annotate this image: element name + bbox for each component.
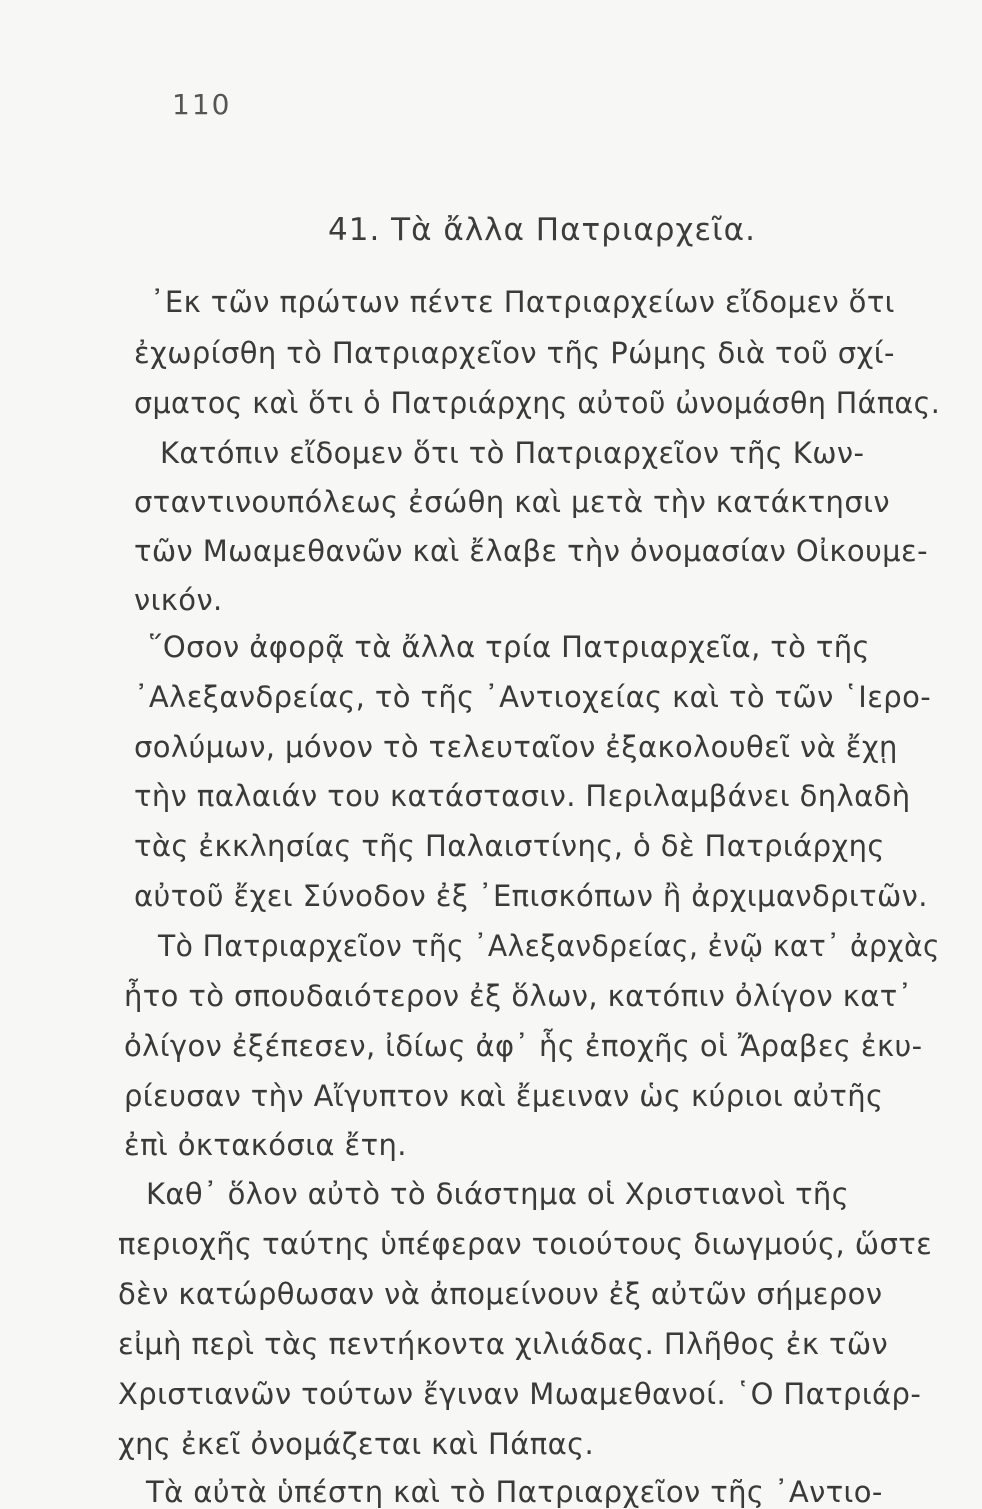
text-line: ὀλίγον ἐξέπεσεν, ἰδίως ἀφ᾿ ἧς ἐποχῆς οἱ Ἄραβες ἐκυ- bbox=[124, 1029, 923, 1063]
page-number: 110 bbox=[172, 88, 232, 121]
text-line: σταντινουπόλεως ἐσώθη καὶ μετὰ τὴν κατάκτησιν bbox=[134, 485, 890, 519]
text-line: περιοχῆς ταύτης ὑπέφεραν τοιούτους διωγμούς, ὥστε bbox=[118, 1227, 933, 1261]
text-line: τῶν Μωαμεθανῶν καὶ ἔλαβε τὴν ὀνομασίαν Οἰκουμε- bbox=[134, 534, 928, 568]
text-line: Τὸ Πατριαρχεῖον τῆς ᾿Αλεξανδρείας, ἐνῷ κατ᾿ ἀρχὰς bbox=[158, 929, 940, 963]
text-line: τὴν παλαιάν του κατάστασιν. Περιλαμβάνει δηλαδὴ bbox=[134, 779, 911, 813]
text-line: ἐχωρίσθη τὸ Πατριαρχεῖον τῆς Ρώμης διὰ τοῦ σχί- bbox=[134, 336, 895, 370]
text-line: Κατόπιν εἴδομεν ὅτι τὸ Πατριαρχεῖον τῆς Κων- bbox=[160, 436, 865, 470]
text-line: νικόν. bbox=[134, 583, 223, 617]
text-line: χης ἐκεῖ ὀνομάζεται καὶ Πάπας. bbox=[118, 1427, 595, 1461]
text-line: δὲν κατώρθωσαν νὰ ἀπομείνουν ἐξ αὐτῶν σήμερον bbox=[118, 1277, 883, 1311]
text-line: Χριστιανῶν τούτων ἔγιναν Μωαμεθανοί. ῾Ο Πατριάρ- bbox=[118, 1377, 922, 1411]
text-line: ῞Οσον ἀφορᾷ τὰ ἄλλα τρία Πατριαρχεῖα, τὸ τῆς bbox=[148, 630, 870, 664]
text-line: σολύμων, μόνον τὸ τελευταῖον ἐξακολουθεῖ νὰ ἔχῃ bbox=[134, 730, 898, 764]
text-line: ᾿Εκ τῶν πρώτων πέντε Πατριαρχείων εἴδομεν ὅτι bbox=[150, 285, 895, 319]
text-line: ᾿Αλεξανδρείας, τὸ τῆς ᾿Αντιοχείας καὶ τὸ τῶν ῾Ιερο- bbox=[134, 680, 932, 714]
text-line: ἦτο τὸ σπουδαιότερον ἐξ ὅλων, κατόπιν ὀλίγον κατ᾿ bbox=[124, 979, 913, 1013]
text-line: Καθ᾿ ὅλον αὐτὸ τὸ διάστημα οἱ Χριστιανοὶ τῆς bbox=[146, 1177, 850, 1211]
text-line: σματος καὶ ὅτι ὁ Πατριάρχης αὐτοῦ ὠνομάσθη Πάπας. bbox=[134, 386, 941, 420]
text-line: τὰς ἐκκλησίας τῆς Παλαιστίνης, ὁ δὲ Πατριάρχης bbox=[134, 829, 885, 863]
text-line: Τὰ αὐτὰ ὑπέστη καὶ τὸ Πατριαρχεῖον τῆς ᾿Αντιο- bbox=[146, 1475, 883, 1509]
text-line: ἐπὶ ὀκτακόσια ἔτη. bbox=[124, 1128, 407, 1162]
text-line: ρίευσαν τὴν Αἴγυπτον καὶ ἔμειναν ὡς κύριοι αὐτῆς bbox=[124, 1079, 884, 1113]
chapter-title: 41. Τὰ ἄλλα Πατριαρχεῖα. bbox=[328, 212, 756, 248]
text-line: εἰμὴ περὶ τὰς πεντήκοντα χιλιάδας. Πλῆθος ἐκ τῶν bbox=[118, 1327, 889, 1361]
text-line: αὐτοῦ ἔχει Σύνοδον ἐξ ᾿Επισκόπων ἢ ἀρχιμανδριτῶν. bbox=[134, 879, 928, 913]
